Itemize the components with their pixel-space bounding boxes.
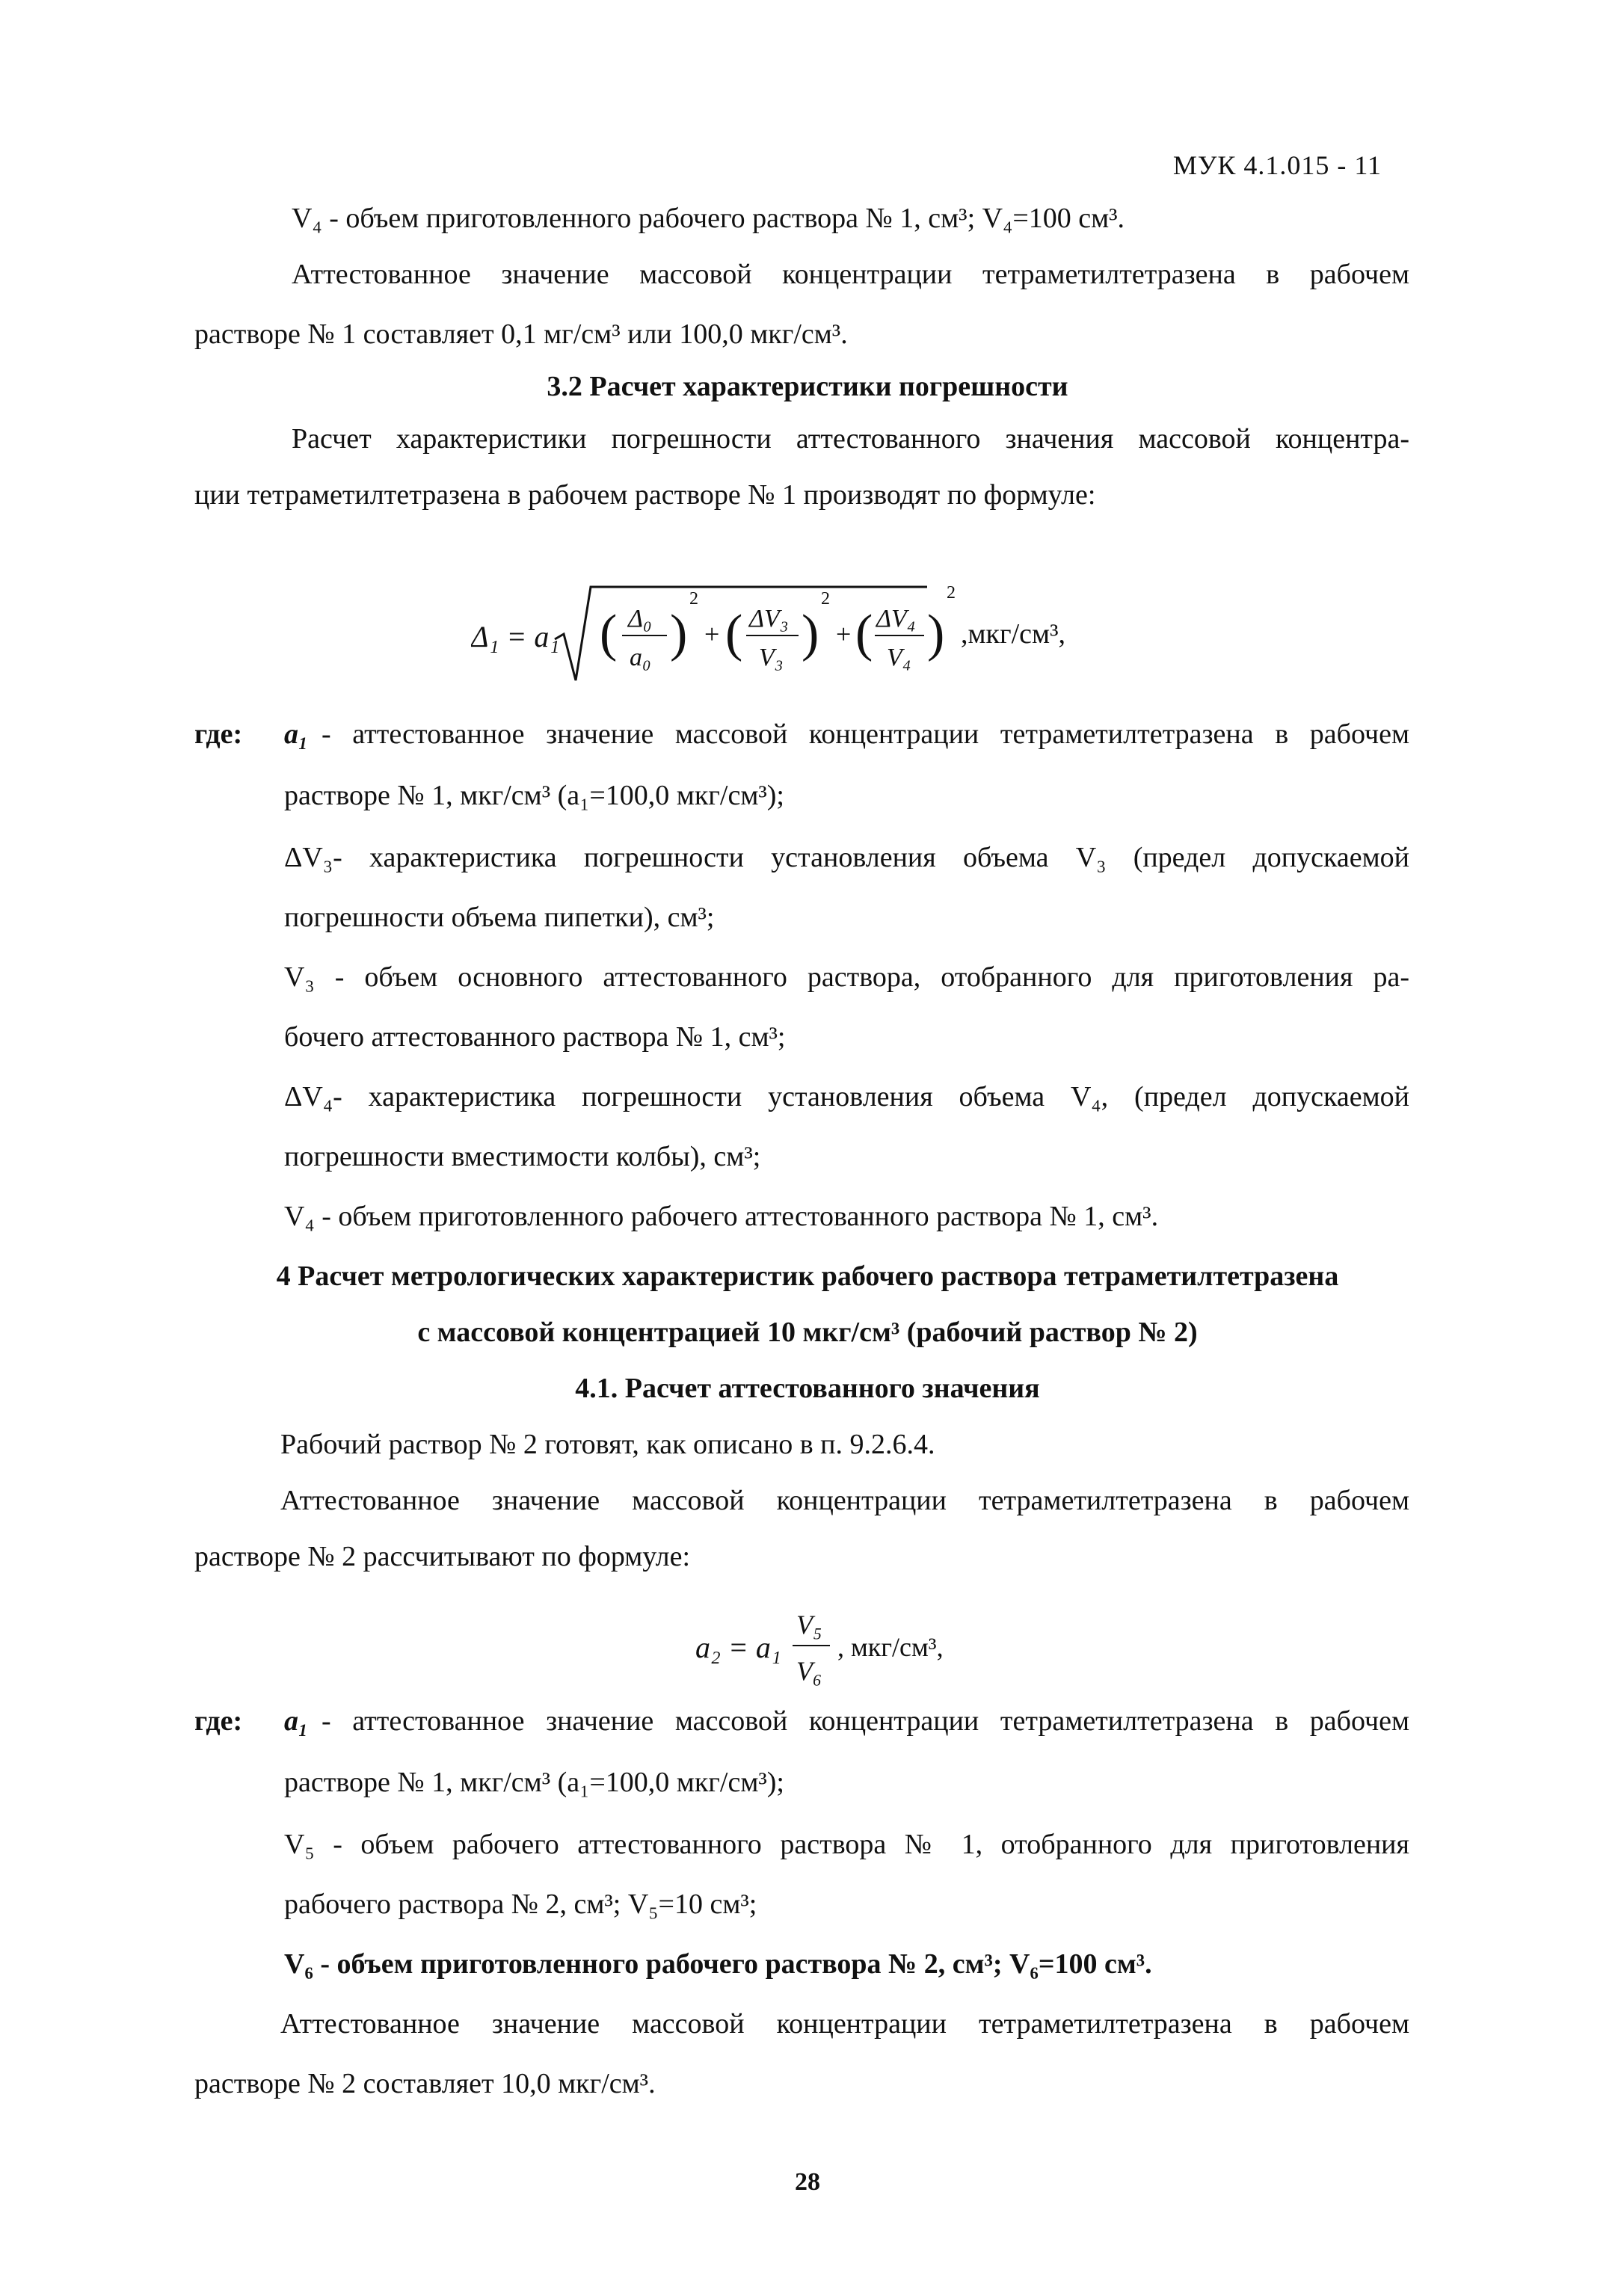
formula1-plus2: + (836, 619, 852, 649)
v3-definition-line2: бочего аттестованного раствора № 1, см³; (284, 1021, 786, 1053)
svg-text:): ) (927, 605, 945, 662)
dv3-definition-line2: погрешности объема пипетки), см³; (284, 902, 715, 933)
formula2-lhs: a₂ = a₁ (695, 1631, 781, 1664)
certified-value-line1: Аттестованное значение массовой концентрации тетраметилтетразена в рабочем (292, 259, 1409, 290)
v6-definition: V₆ - объем приготовленного рабочего раствора № 2, см³; V₆=100 см³. (284, 1948, 1152, 1980)
dv4-definition-line2: погрешности вместимости колбы), см³; (284, 1141, 761, 1172)
section-3-2-para-line1: Расчет характеристики погрешности аттестованного значения массовой концентра- (292, 423, 1409, 455)
document-code: МУК 4.1.015 - 11 (1172, 150, 1382, 180)
a1-definition-2-line1: - аттестованное значение массовой концентрации тетраметилтетразена в рабочем (322, 1705, 1409, 1737)
formula2-num: V₅ (796, 1610, 822, 1640)
solution-2-calc-line1: Аттестованное значение массовой концентрации тетраметилтетразена в рабочем (280, 1485, 1409, 1516)
result-line1: Аттестованное значение массовой концентрации тетраметилтетразена в рабочем (280, 2008, 1409, 2040)
formula1-lhs: Δ₁ = a₁ (471, 620, 560, 653)
page-number: 28 (795, 2168, 820, 2196)
result-line2: растворе № 2 составляет 10,0 мкг/см³. (194, 2068, 656, 2099)
formula1-exp3: 2 (947, 583, 956, 603)
uncertainty-formula (471, 568, 1084, 695)
a1-definition-1-line1: - аттестованное значение массовой концентрации тетраметилтетразена в рабочем (322, 718, 1409, 750)
svg-text:): ) (802, 605, 819, 662)
dv4-definition-line1: ΔV₄- характеристика погрешности установления объема V₄, (предел допускаемой (284, 1081, 1409, 1112)
v5-definition-line1: V₅ - объем рабочего аттестованного раствора № 1, отобранного для приготовления (284, 1829, 1409, 1860)
concentration-formula (695, 1596, 1009, 1701)
section-4-1-title: 4.1. Расчет аттестованного значения (575, 1373, 1040, 1404)
svg-text:(: ( (855, 605, 873, 662)
section-4-title-line2: с массовой концентрацией 10 мкг/см³ (рабочий раствор № 2) (417, 1317, 1198, 1348)
a1-symbol-2: a₁ (284, 1705, 309, 1737)
v4-definition: V₄ - объем приготовленного рабочего раствора № 1, см³; V₄=100 см³. (292, 203, 1125, 234)
formula1-unit: ,мкг/см³, (961, 618, 1065, 650)
a1-symbol-1: a₁ (284, 718, 309, 750)
formula2-unit: , мкг/см³, (837, 1632, 944, 1662)
solution-2-preparation: Рабочий раствор № 2 готовят, как описано в п. 9.2.6.4. (280, 1429, 935, 1460)
where-label-1: где: (194, 718, 243, 750)
section-4-title-line1: 4 Расчет метрологических характеристик рабочего раствора тетраметилтетразена (276, 1261, 1339, 1292)
dv3-definition-line1: ΔV₃- характеристика погрешности установления объема V₃ (предел допускаемой (284, 842, 1409, 873)
formula1-t2-num: ΔV₃ (749, 605, 789, 633)
where-label-2: где: (194, 1705, 243, 1737)
formula1-t1-num: Δ₀ (628, 605, 652, 633)
v5-definition-line2: рабочего раствора № 2, см³; V₅=10 см³; (284, 1889, 757, 1920)
a1-definition-1-line2: растворе № 1, мкг/см³ (a₁=100,0 мкг/см³); (284, 780, 784, 811)
certified-value-line2: растворе № 1 составляет 0,1 мг/см³ или 100,0 мкг/см³. (194, 318, 848, 350)
solution-2-calc-line2: растворе № 2 рассчитывают по формуле: (194, 1541, 691, 1572)
formula1-t2-den: V₃ (759, 644, 784, 671)
v4-definition-2: V₄ - объем приготовленного рабочего аттестованного раствора № 1, см³. (284, 1201, 1159, 1232)
formula1-t3-num: ΔV₄ (876, 605, 916, 633)
formula1-t3-den: V₄ (887, 644, 911, 671)
a1-definition-2-line2: растворе № 1, мкг/см³ (a₁=100,0 мкг/см³); (284, 1767, 784, 1798)
svg-text:(: ( (600, 605, 618, 662)
formula1-exp2: 2 (821, 589, 830, 609)
formula1-exp1: 2 (689, 589, 698, 609)
svg-text:): ) (670, 605, 688, 662)
formula2-den: V₆ (796, 1656, 822, 1686)
section-3-2-title: 3.2 Расчет характеристики погрешности (547, 371, 1068, 402)
section-3-2-para-line2: ции тетраметилтетразена в рабочем растворе № 1 производят по формуле: (194, 479, 1096, 511)
v3-definition-line1: V₃ - объем основного аттестованного раствора, отобранного для приготовления ра- (284, 961, 1409, 993)
formula1-t1-den: a₀ (630, 644, 651, 671)
formula1-plus1: + (704, 619, 720, 649)
svg-text:(: ( (725, 605, 743, 662)
